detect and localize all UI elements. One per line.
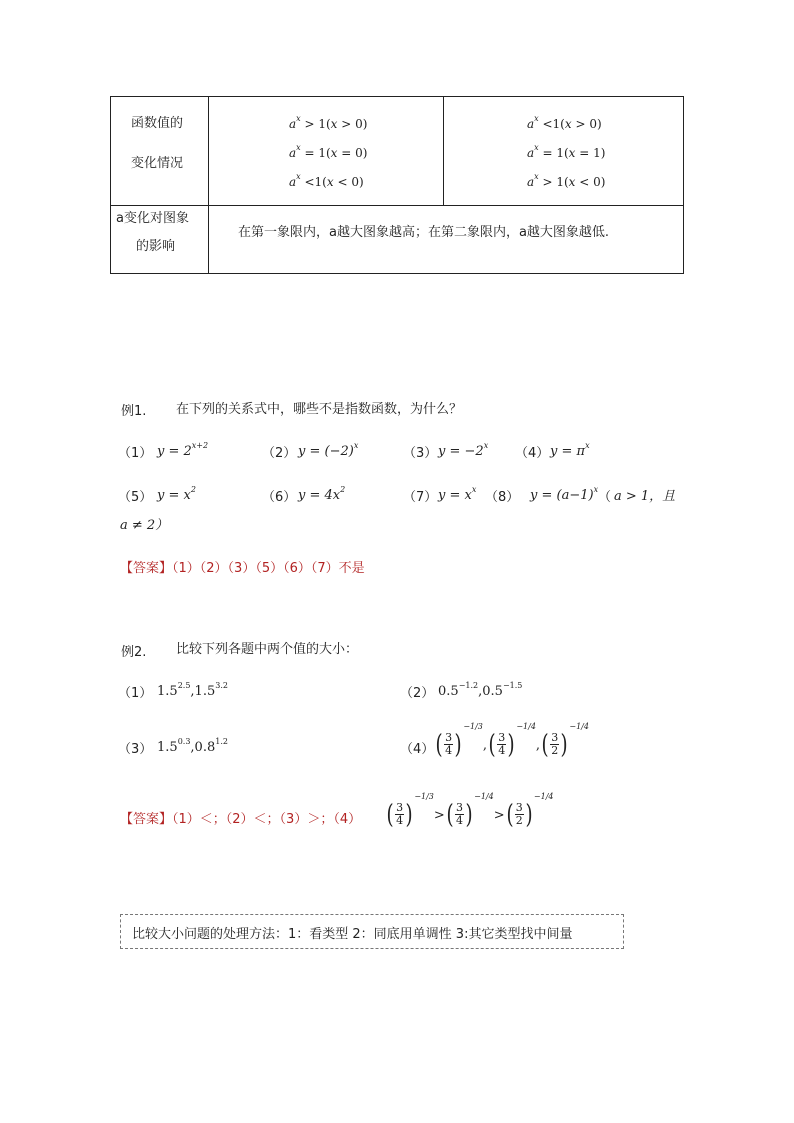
row1-label-b: 变化情况 [131,156,184,171]
ex1-formula-7: $y = x^x$ [438,485,477,503]
ex2-answer [120,808,361,827]
ex1-formula-4: $y = \pi^x$ [550,441,590,459]
row2-label-b: 的影响 [136,239,176,254]
col-a-line: $a^x <1(x < 0)$ [289,172,364,189]
ex2-answer-expr: ( $\frac{3}{4}$ )$^{-1/3}$>( $\frac{3}{4}$ )$^{-1/4}$>( $\frac{3}{2}$ )$^{-1/4}$ [386,792,554,830]
ex1-item: （2） [262,446,297,461]
ex1-item: （3） [403,446,438,461]
col-a-conditions [289,107,367,194]
col-b-conditions [527,107,605,194]
row2-text: 在第一象限内，a越大图象越高；在第二象限内，a越大图象越低. [238,225,610,240]
row1-label-a: 函数值的 [131,116,184,131]
tip-box [120,914,624,949]
ex1-formula-3: $y = -2^x$ [438,441,489,459]
ex1-cond-c: a ≠ 2） [120,518,169,533]
ex2-item: （4） [400,742,435,757]
col-b-line: $a^x > 1(x < 0)$ [527,172,606,189]
answer-tag: 【答案】 [120,561,173,576]
ex1-title: 例1. [121,404,147,419]
ex2-item: （2） [400,686,435,701]
ex2-expr-1: $1.5^{2.5},1.5^{3.2}$ [157,681,228,699]
ex2-expr-4: ( $\frac{3}{4}$ )$^{-1/3}$,( $\frac{3}{4}$ )$^{-1/4}$,( $\frac{3}{2}$ )$^{-1/4}$ [435,722,589,760]
ex1-item: （8） [485,490,520,505]
ex1-formula-2: $y = (-2)^x$ [298,441,359,459]
ex1-item: （4） [515,446,550,461]
ex1-cond-b: a > 1，且 [614,489,676,504]
col-a-line: $a^x > 1(x > 0)$ [289,114,368,131]
ex2-item: （1） [118,686,153,701]
ex1-item: （6） [262,490,297,505]
col-a-line: $a^x = 1(x = 0)$ [289,143,368,160]
col-b-line: $a^x = 1(x = 1)$ [527,143,606,160]
ex1-formula-5: $y = x^2$ [157,485,196,503]
ex1-item: （1） [118,446,153,461]
col-b-line: $a^x <1(x > 0)$ [527,114,602,131]
ex2-question: 比较下列各题中两个值的大小： [176,642,359,657]
answer-text: （1）（2）（3）（5）（6）（7）不是 [172,561,365,576]
ex2-item: （3） [118,742,153,757]
ex1-formula-6: $y = 4x^2$ [298,485,346,503]
answer-text: （1）＜；（2）＜；（3）＞；（4） [172,812,362,827]
ex1-formula-8: $y = (a-1)^x$ [530,485,599,503]
ex1-item: （5） [118,490,153,505]
ex1-formula-1: $y = 2^{x+2}$ [157,441,209,459]
ex1-answer [120,557,365,576]
row2-label-a: a变化对图象 [116,211,189,226]
ex2-expr-3: $1.5^{0.3},0.8^{1.2}$ [157,737,228,755]
ex1-question: 在下列的关系式中，哪些不是指数函数，为什么？ [176,402,463,417]
ex1-cond-open: （ [598,490,612,505]
ex2-title: 例2. [121,645,147,660]
tip-text: 比较大小问题的处理方法：1：看类型 2：同底用单调性 3:其它类型找中间量 [132,927,573,942]
answer-tag: 【答案】 [120,812,173,827]
ex2-expr-2: $0.5^{-1.2},0.5^{-1.5}$ [438,681,523,699]
ex1-item: （7） [403,490,438,505]
